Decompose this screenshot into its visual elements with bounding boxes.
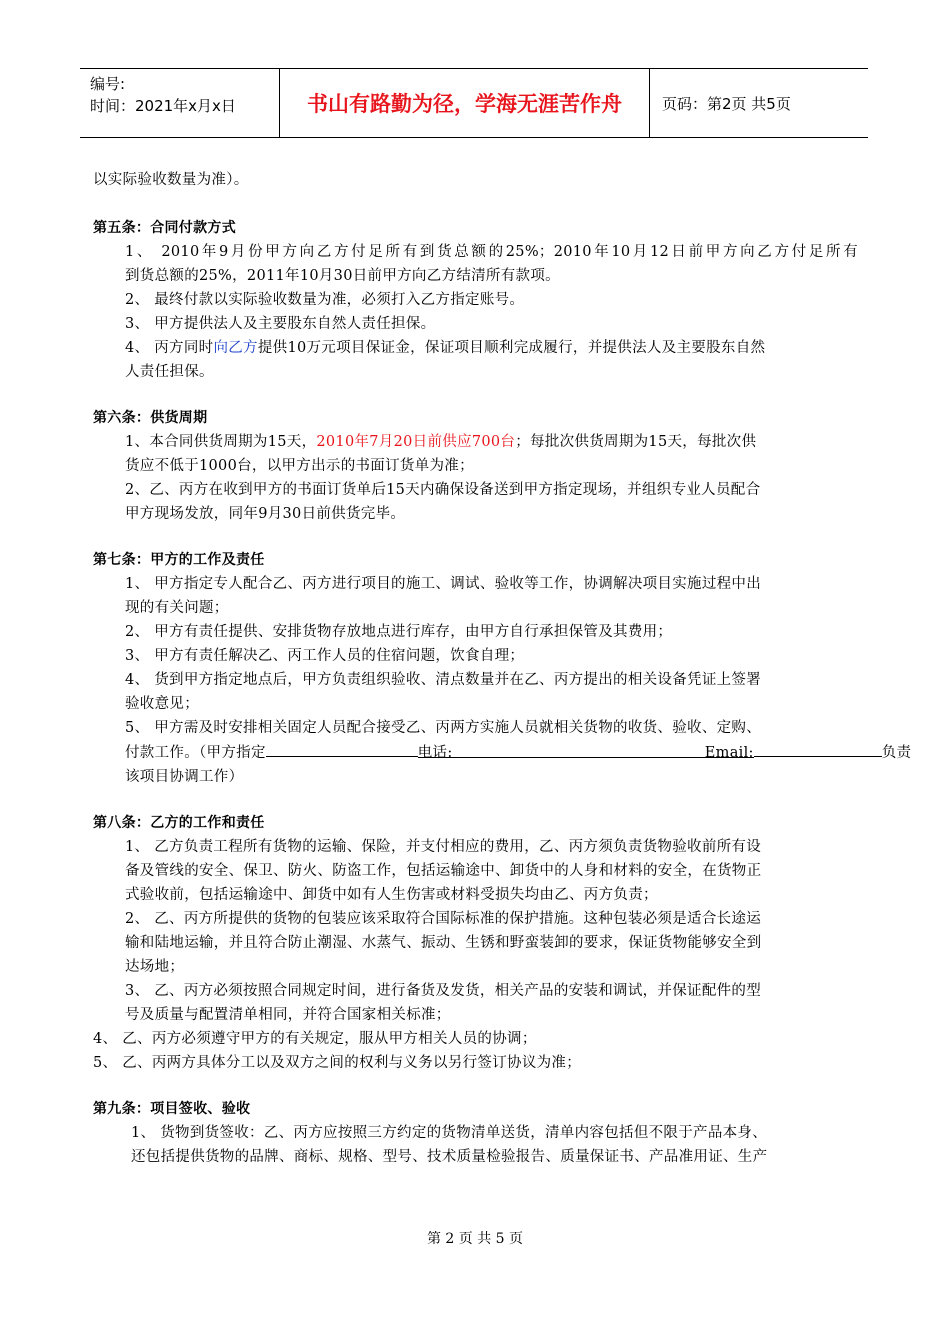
art7-item5-line2: [93, 740, 912, 765]
art5-item4-line2: 人责任担保。: [125, 364, 214, 380]
art6-item2-line1: 2、乙、丙方在收到甲方的书面订货单后15天内确保设备送到甲方指定现场，并组织专业人员配合: [125, 482, 761, 498]
art7-item5-email-label: Email:: [604, 741, 754, 758]
art7-item1-line1: 1、 甲方指定专人配合乙、丙方进行项目的施工、调试、验收等工作，协调解决项目实施过程中出: [125, 576, 762, 592]
art5-item2: 2、 最终付款以实际验收数量为准，必须打入乙方指定账号。: [125, 292, 525, 308]
art7-item5-part1: 付款工作。（甲方指定: [125, 745, 266, 761]
art7-item5-phone-label: 电话:: [418, 741, 604, 758]
page-footer: 第 2 页 共 5 页: [426, 1231, 524, 1247]
number-label: 编号:: [90, 75, 126, 93]
intro-line: 以实际验收数量为准）。: [93, 172, 249, 188]
page-header: [80, 68, 868, 138]
art5-item1-line2: 到货总额的25%，2011年10月30日前甲方向乙方结清所有款项。: [125, 268, 560, 284]
art6-item1-line2: 货应不低于1000台，以甲方出示的书面订货单为准；: [125, 458, 474, 474]
article-8-title: 第八条：乙方的工作和责任: [93, 815, 265, 831]
article-5-title: 第五条：合同付款方式: [93, 220, 236, 236]
art8-item1-line1: 1、 乙方负责工程所有货物的运输、保险，并支付相应的费用，乙、丙方须负责货物验收前所有设: [125, 839, 762, 855]
art7-item5-part4: 负责: [881, 745, 912, 761]
art7-item5-line3: 该项目协调工作）: [125, 769, 244, 785]
art5-item1-line1: 1、 2010年9月份甲方向乙方付足所有到货总额的25%；2010年10月12日前甲方向乙方付足所有: [125, 244, 858, 260]
art6-item1-line1: [93, 430, 858, 454]
art8-item3-line1: 3、 乙、丙方必须按照合同规定时间，进行备货及发货，相关产品的安装和调试，并保证配件的型: [125, 983, 762, 999]
art8-item4: 4、 乙、丙方必须遵守甲方的有关规定，服从甲方相关人员的协调；: [93, 1031, 537, 1047]
art8-item2-line3: 达场地；: [125, 959, 185, 975]
art8-item1-line2: 备及管线的安全、保卫、防火、防盗工作，包括运输途中、卸货中的人身和材料的安全，在货物正: [125, 863, 762, 879]
art9-item1-line1: 1、 货物到货签收：乙、丙方应按照三方约定的货物清单送货，清单内容包括但不限于产品本身、: [131, 1125, 768, 1141]
art5-item4-post: 提供10万元项目保证金，保证项目顺利完成履行，并提供法人及主要股东自然: [257, 340, 766, 356]
art6-item1-pre: 1、本合同供货周期为15天，: [125, 434, 317, 450]
art8-item2-line2: 输和陆地运输，并且符合防止潮湿、水蒸气、振动、生锈和野蛮装卸的要求，保证货物能够安全到: [125, 935, 762, 951]
art9-item1-line2: 还包括提供货物的品牌、商标、规格、型号、技术质量检验报告、质量保证书、产品准用证、生产: [131, 1149, 768, 1165]
art8-item3-line2: 号及质量与配置清单相同，并符合国家相关标准；: [125, 1007, 451, 1023]
art7-item4-line1: 4、 货到甲方指定地点后，甲方负责组织验收、清点数量并在乙、丙方提出的相关设备凭证上签署: [125, 672, 762, 688]
art6-item1-highlight: 2010年7月20日前供应700台: [316, 434, 516, 450]
article-7-title: 第七条：甲方的工作及责任: [93, 552, 265, 568]
art5-item4-highlight: 向乙方: [213, 340, 258, 356]
art8-item2-line1: 2、 乙、丙方所提供的货物的包装应该采取符合国际标准的保护措施。这种包装必须是适合长途运: [125, 911, 762, 927]
art7-item3: 3、 甲方有责任解决乙、丙工作人员的住宿问题，饮食自理；: [125, 648, 525, 664]
contact-email-blank: [754, 740, 882, 757]
art7-item2: 2、 甲方有责任提供、安排货物存放地点进行库存，由甲方自行承担保管及其费用；: [125, 624, 673, 640]
art6-item2-line2: 甲方现场发放，同年9月30日前供货完毕。: [125, 506, 406, 522]
document-body: [93, 168, 912, 1169]
art7-item1-line2: 现的有关问题；: [125, 600, 229, 616]
art5-item4-line1: [93, 336, 858, 360]
art8-item5: 5、 乙、丙两方具体分工以及双方之间的权利与义务以另行签订协议为准；: [93, 1055, 582, 1071]
contact-name-blank: [266, 740, 418, 757]
article-9-title: 第九条：项目签收、验收: [93, 1101, 251, 1117]
art5-item4-pre: 4、 丙方同时: [125, 340, 214, 356]
header-page-code: 页码：第2页 共5页: [662, 94, 791, 113]
article-6-title: 第六条：供货周期: [93, 410, 208, 426]
art7-item5-line1: 5、 甲方需及时安排相关固定人员配合接受乙、丙两方实施人员就相关货物的收货、验收、定购、: [125, 720, 762, 736]
header-motto: 书山有路勤为径，学海无涯苦作舟: [280, 69, 650, 137]
art7-item4-line2: 验收意见；: [125, 696, 199, 712]
art8-item1-line3: 式验收前，包括运输途中、卸货中如有人生伤害或材料受损失均由乙、丙方负责；: [125, 887, 658, 903]
art6-item1-post: ；每批次供货周期为15天，每批次供: [515, 434, 757, 450]
art5-item3: 3、 甲方提供法人及主要股东自然人责任担保。: [125, 316, 436, 332]
header-meta: [80, 69, 280, 137]
time-label: 时间：2021年x月x日: [90, 97, 236, 115]
